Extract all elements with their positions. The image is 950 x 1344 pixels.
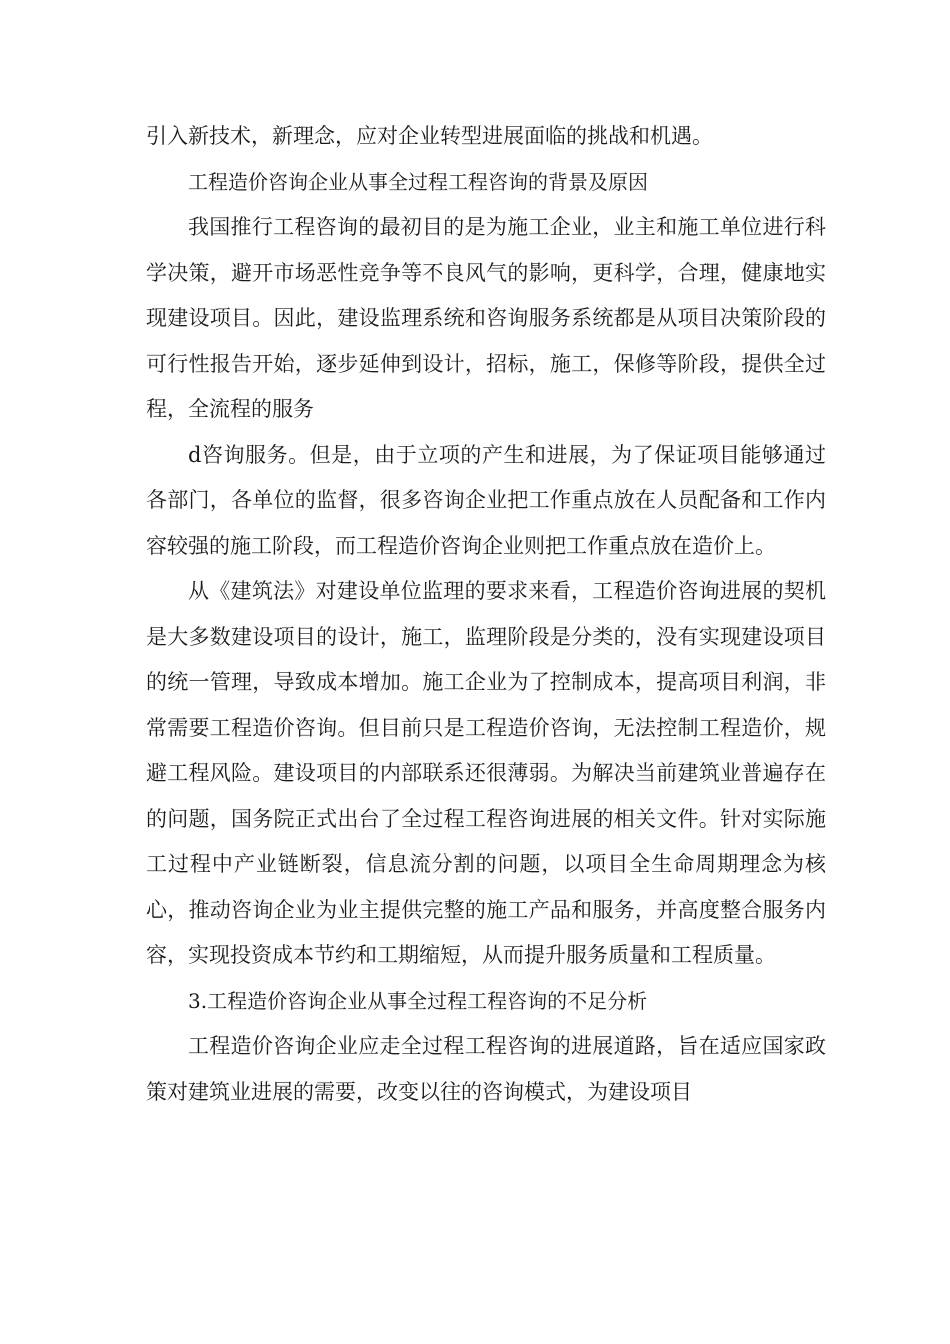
paragraph-continuation: 引入新技术，新理念，应对企业转型进展面临的挑战和机遇。 [146,124,713,148]
paragraph-purpose: 我国推行工程咨询的最初目的是为施工企业，业主和施工单位进行科学决策，避开市场恶性竞争等不良风气的影响，更科学，合理，健康地实现建设项目。因此，建设监理系统和咨询服务系统都是从项目决策阶段的可行性报告开始，逐步延伸到设计，招标，施工，保修等阶段，提供全过程，全流程的服务 [146,215,826,421]
paragraph-consulting-services: d咨询服务。但是，由于立项的产生和进展，为了保证项目能够通过各部门，各单位的监督，很多咨询企业把工作重点放在人员配备和工作内容较强的施工阶段，而工程造价咨询企业则把工作重点放在造价上。 [146,442,826,558]
section-heading-shortcomings: 3.工程造价咨询企业从事全过程工程咨询的不足分析 [188,988,648,1013]
paragraph-development-path: 工程造价咨询企业应走全过程工程咨询的进展道路，旨在适应国家政策对建筑业进展的需要，改变以往的咨询模式，为建设项目 [146,1034,826,1104]
document-body [146,114,826,1115]
paragraph-construction-law: 从《建筑法》对建设单位监理的要求来看，工程造价咨询进展的契机是大多数建设项目的设计，施工，监理阶段是分类的，没有实现建设项目的统一管理，导致成本增加。施工企业为了控制成本，提高项目利润，非常需要工程造价咨询。但目前只是工程造价咨询，无法控制工程造价，规避工程风险。建设项目的内部联系还很薄弱。为解决当前建筑业普遍存在的问题，国务院正式出台了全过程工程咨询进展的相关文件。针对实际施工过程中产业链断裂，信息流分割的问题，以项目全生命周期理念为核心，推动咨询企业为业主提供完整的施工产品和服务，并高度整合服务内容，实现投资成本节约和工期缩短，从而提升服务质量和工程质量。 [146,579,826,967]
section-heading-background: 工程造价咨询企业从事全过程工程咨询的背景及原因 [188,169,648,194]
